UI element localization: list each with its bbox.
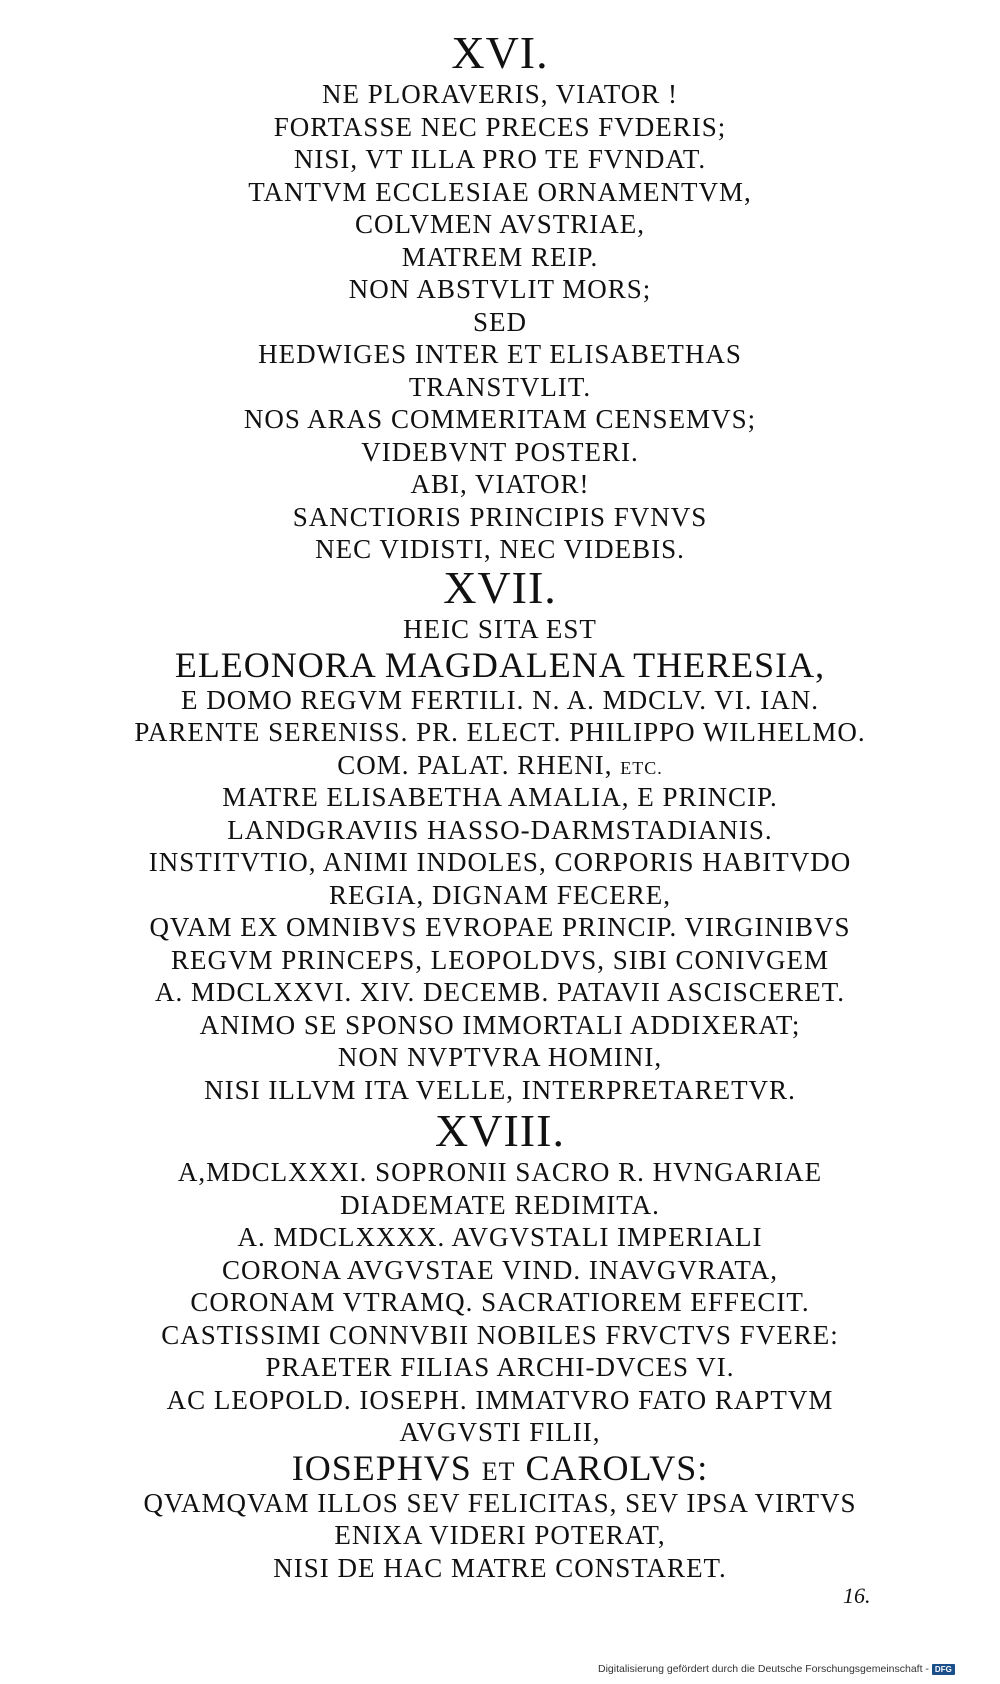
- inscription-line: QVAM EX OMNIBVS EVROPAE PRINCIP. VIRGINIBVS: [149, 912, 851, 942]
- name-carolus: CAROLVS:: [525, 1447, 709, 1488]
- inscription-line: CORONAM VTRAMQ. SACRATIOREM EFFECIT.: [190, 1287, 810, 1317]
- inscription-line: ENIXA VIDERI POTERAT,: [334, 1520, 666, 1550]
- inscription-line: NE PLORAVERIS, VIATOR !: [321, 79, 679, 109]
- inscription-line: NOS ARAS COMMERITAM CENSEMVS;: [243, 404, 757, 434]
- inscription-line: NON ABSTVLIT MORS;: [348, 274, 652, 304]
- inscription-line: TANTVM ECCLESIAE ORNAMENTVM,: [248, 176, 752, 207]
- page-number: 16.: [843, 1583, 871, 1608]
- inscription-line: INSTITVTIO, ANIMI INDOLES, CORPORIS HABITVDO: [148, 847, 852, 877]
- section-xviii: [0, 1105, 1000, 1584]
- inscription-line: SED: [472, 306, 527, 337]
- inscription-line: PARENTE SERENISS. PR. ELECT. PHILIPPO WILHELMO.: [134, 717, 866, 747]
- section-xvi: [0, 27, 1000, 566]
- digitization-footer: [598, 1663, 955, 1675]
- inscription-line: A. MDCLXXVI. XIV. DECEMB. PATAVII ASCISCERET.: [155, 977, 845, 1007]
- inscription-text: COM. PALAT. RHENI,: [337, 749, 613, 780]
- inscription-line: CASTISSIMI CONNVBII NOBILES FRVCTVS FVERE:: [161, 1319, 839, 1350]
- inscription-line: SANCTIORIS PRINCIPIS FVNVS: [292, 501, 708, 532]
- dfg-logo-icon: DFG: [932, 1664, 955, 1675]
- inscription-line: COLVMEN AVSTRIAE,: [354, 209, 646, 239]
- inscription-line: TRANSTVLIT.: [408, 371, 592, 402]
- inscription-line: REGIA, DIGNAM FECERE,: [329, 879, 671, 910]
- name-josephus: IOSEPHVS: [291, 1447, 472, 1488]
- section-numeral: XVIII.: [435, 1105, 565, 1156]
- inscription-line: QVAMQVAM ILLOS SEV FELICITAS, SEV IPSA VIRTVS: [143, 1487, 857, 1518]
- etc-abbreviation: ETC.: [620, 757, 663, 778]
- footer-text: Digitalisierung gefördert durch die Deutsche Forschungsgemeinschaft -: [598, 1663, 929, 1675]
- inscription-line: NISI DE HAC MATRE CONSTARET.: [273, 1552, 727, 1583]
- conjunction-et: ET: [481, 1456, 516, 1486]
- inscription-line: LANDGRAVIIS HASSO-DARMSTADIANIS.: [227, 814, 773, 845]
- inscription-line: ANIMO SE SPONSO IMMORTALI ADDIXERAT;: [199, 1009, 801, 1040]
- inscription-line: VIDEBVNT POSTERI.: [361, 436, 639, 467]
- inscription-line: PRAETER FILIAS ARCHI-DVCES VI.: [265, 1352, 735, 1382]
- inscription-line: AC LEOPOLD. IOSEPH. IMMATVRO FATO RAPTVM: [166, 1384, 834, 1415]
- inscription-line: MATRE ELISABETHA AMALIA, E PRINCIP.: [222, 782, 778, 812]
- inscription-line: ABI, VIATOR!: [410, 469, 590, 499]
- inscription-line: [0, 749, 1000, 782]
- section-numeral: XVII.: [443, 562, 557, 613]
- inscription-line: HEDWIGES INTER ET ELISABETHAS: [258, 339, 742, 369]
- inscription-line: MATREM REIP.: [401, 241, 599, 272]
- inscription-line: NEC VIDISTI, NEC VIDEBIS.: [315, 534, 685, 564]
- inscription-line: REGVM PRINCEPS, LEOPOLDVS, SIBI CONIVGEM: [170, 944, 830, 975]
- inscription-line: NISI ILLVM ITA VELLE, INTERPRETARETVR.: [204, 1074, 796, 1105]
- inscription-line: AVGVSTI FILII,: [399, 1417, 601, 1447]
- inscription-line: HEIC SITA EST: [403, 614, 597, 644]
- inscription-line: E DOMO REGVM FERTILI. N. A. MDCLV. VI. IAN.: [181, 684, 819, 715]
- inscription-line: CORONA AVGVSTAE VIND. INAVGVRATA,: [222, 1254, 778, 1285]
- inscription-line: NON NVPTVRA HOMINI,: [337, 1042, 663, 1072]
- section-xvii: [0, 562, 1000, 1106]
- inscription-line: NISI, VT ILLA PRO TE FVNDAT.: [293, 144, 707, 174]
- inscription-line: DIADEMATE REDIMITA.: [340, 1189, 660, 1220]
- inscription-line: A,MDCLXXXI. SOPRONII SACRO R. HVNGARIAE: [177, 1157, 823, 1187]
- section-numeral: XVI.: [451, 27, 549, 78]
- inscription-line-names: [0, 1449, 1000, 1487]
- inscription-line-name: ELEONORA MAGDALENA THERESIA,: [174, 644, 826, 685]
- inscription-line: FORTASSE NEC PRECES FVDERIS;: [273, 111, 727, 142]
- inscription-line: A. MDCLXXXX. AVGVSTALI IMPERIALI: [237, 1222, 763, 1252]
